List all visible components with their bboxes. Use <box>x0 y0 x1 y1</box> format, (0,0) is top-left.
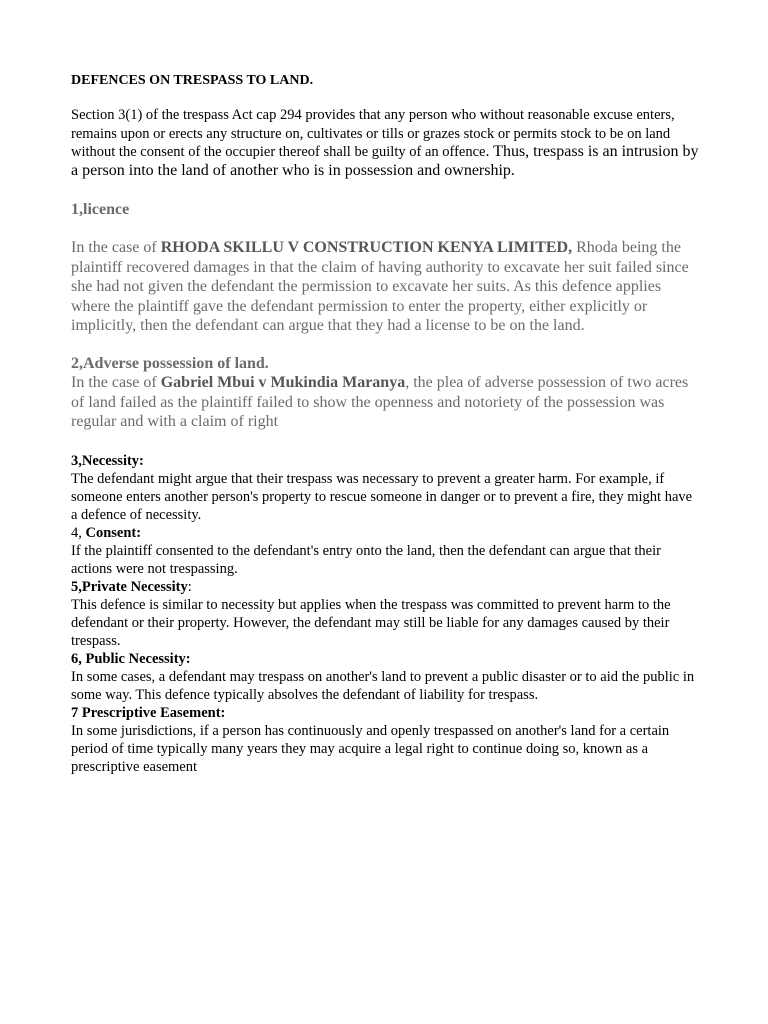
licence-body: Rhoda being the plaintiff recovered damages in that the claim of having authority to excavate her suit failed since she had not given the defendant the permission to excavate her suits. As this defence applies where the plaintiff gave the defendant permission to enter the property, either explicitly or implicitly, then the defendant can argue that they had a license to be on the land. <box>71 239 689 334</box>
prescriptive-easement-heading: 7 Prescriptive Easement: <box>71 704 226 721</box>
adverse-lead: In the case of <box>71 374 161 391</box>
necessity-heading: 3,Necessity: <box>71 452 144 469</box>
intro-paragraph <box>71 106 701 180</box>
public-necessity-heading: 6, Public Necessity: <box>71 650 191 667</box>
consent-body: If the plaintiff consented to the defendant's entry onto the land, then the defendant can argue that their actions were not trespassing. <box>71 542 661 577</box>
private-necessity-heading-line <box>71 578 701 596</box>
document-page <box>71 72 701 776</box>
consent-section <box>71 524 701 578</box>
necessity-section <box>71 452 701 524</box>
intro-text-continued: . Thus, trespass is an intrusion by a person into the land of another who is in possession and ownership. <box>71 143 699 179</box>
private-necessity-body: This defence is similar to necessity but applies when the trespass was committed to prevent harm to the defendant or their property. However, the defendant may still be liable for any damages caused by their trespass. <box>71 596 671 649</box>
licence-paragraph <box>71 238 701 336</box>
document-title: DEFENCES ON TRESPASS TO LAND. <box>71 73 314 88</box>
licence-heading: 1,licence <box>71 201 130 218</box>
private-necessity-heading: 5,Private Necessity <box>71 578 188 595</box>
adverse-case-name: Gabriel Mbui v Mukindia Maranya <box>160 374 406 391</box>
adverse-body: , the plea of adverse possession of two acres of land failed as the plaintiff failed to show the openness and notoriety of the possession was regular and with a claim of right <box>71 374 689 430</box>
adverse-heading: 2,Adverse possession of land. <box>71 354 269 372</box>
consent-heading: Consent: <box>85 524 142 541</box>
private-necessity-colon: : <box>187 578 192 595</box>
private-necessity-section <box>71 578 701 650</box>
consent-heading-line <box>71 524 701 542</box>
adverse-paragraph <box>71 373 701 432</box>
consent-prefix: 4, <box>71 524 86 541</box>
licence-case-name: RHODA SKILLU V CONSTRUCTION KENYA LIMITED, <box>160 239 573 256</box>
public-necessity-section <box>71 650 701 704</box>
prescriptive-easement-body: In some jurisdictions, if a person has continuously and openly trespassed on another's land for a certain period of time typically many years they may acquire a legal right to continue doing so, known as a prescriptive easement <box>71 722 670 775</box>
licence-lead: In the case of <box>71 239 161 256</box>
prescriptive-easement-section <box>71 704 701 776</box>
intro-text: Section 3(1) of the trespass Act cap 294 provides that any person who without reasonable excuse enters, remains upon or erects any structure on, cultivates or tills or grazes stock or permits stock to be on land without the consent of the occupier thereof shall be guilty of an offence <box>71 107 675 160</box>
necessity-body: The defendant might argue that their trespass was necessary to prevent a greater harm. For example, if someone enters another person's property to rescue someone in danger or to prevent a fire, they might have a defence of necessity. <box>71 470 693 523</box>
public-necessity-body: In some cases, a defendant may trespass on another's land to prevent a public disaster or to aid the public in some way. This defence typically absolves the defendant of liability for trespass. <box>71 668 695 703</box>
